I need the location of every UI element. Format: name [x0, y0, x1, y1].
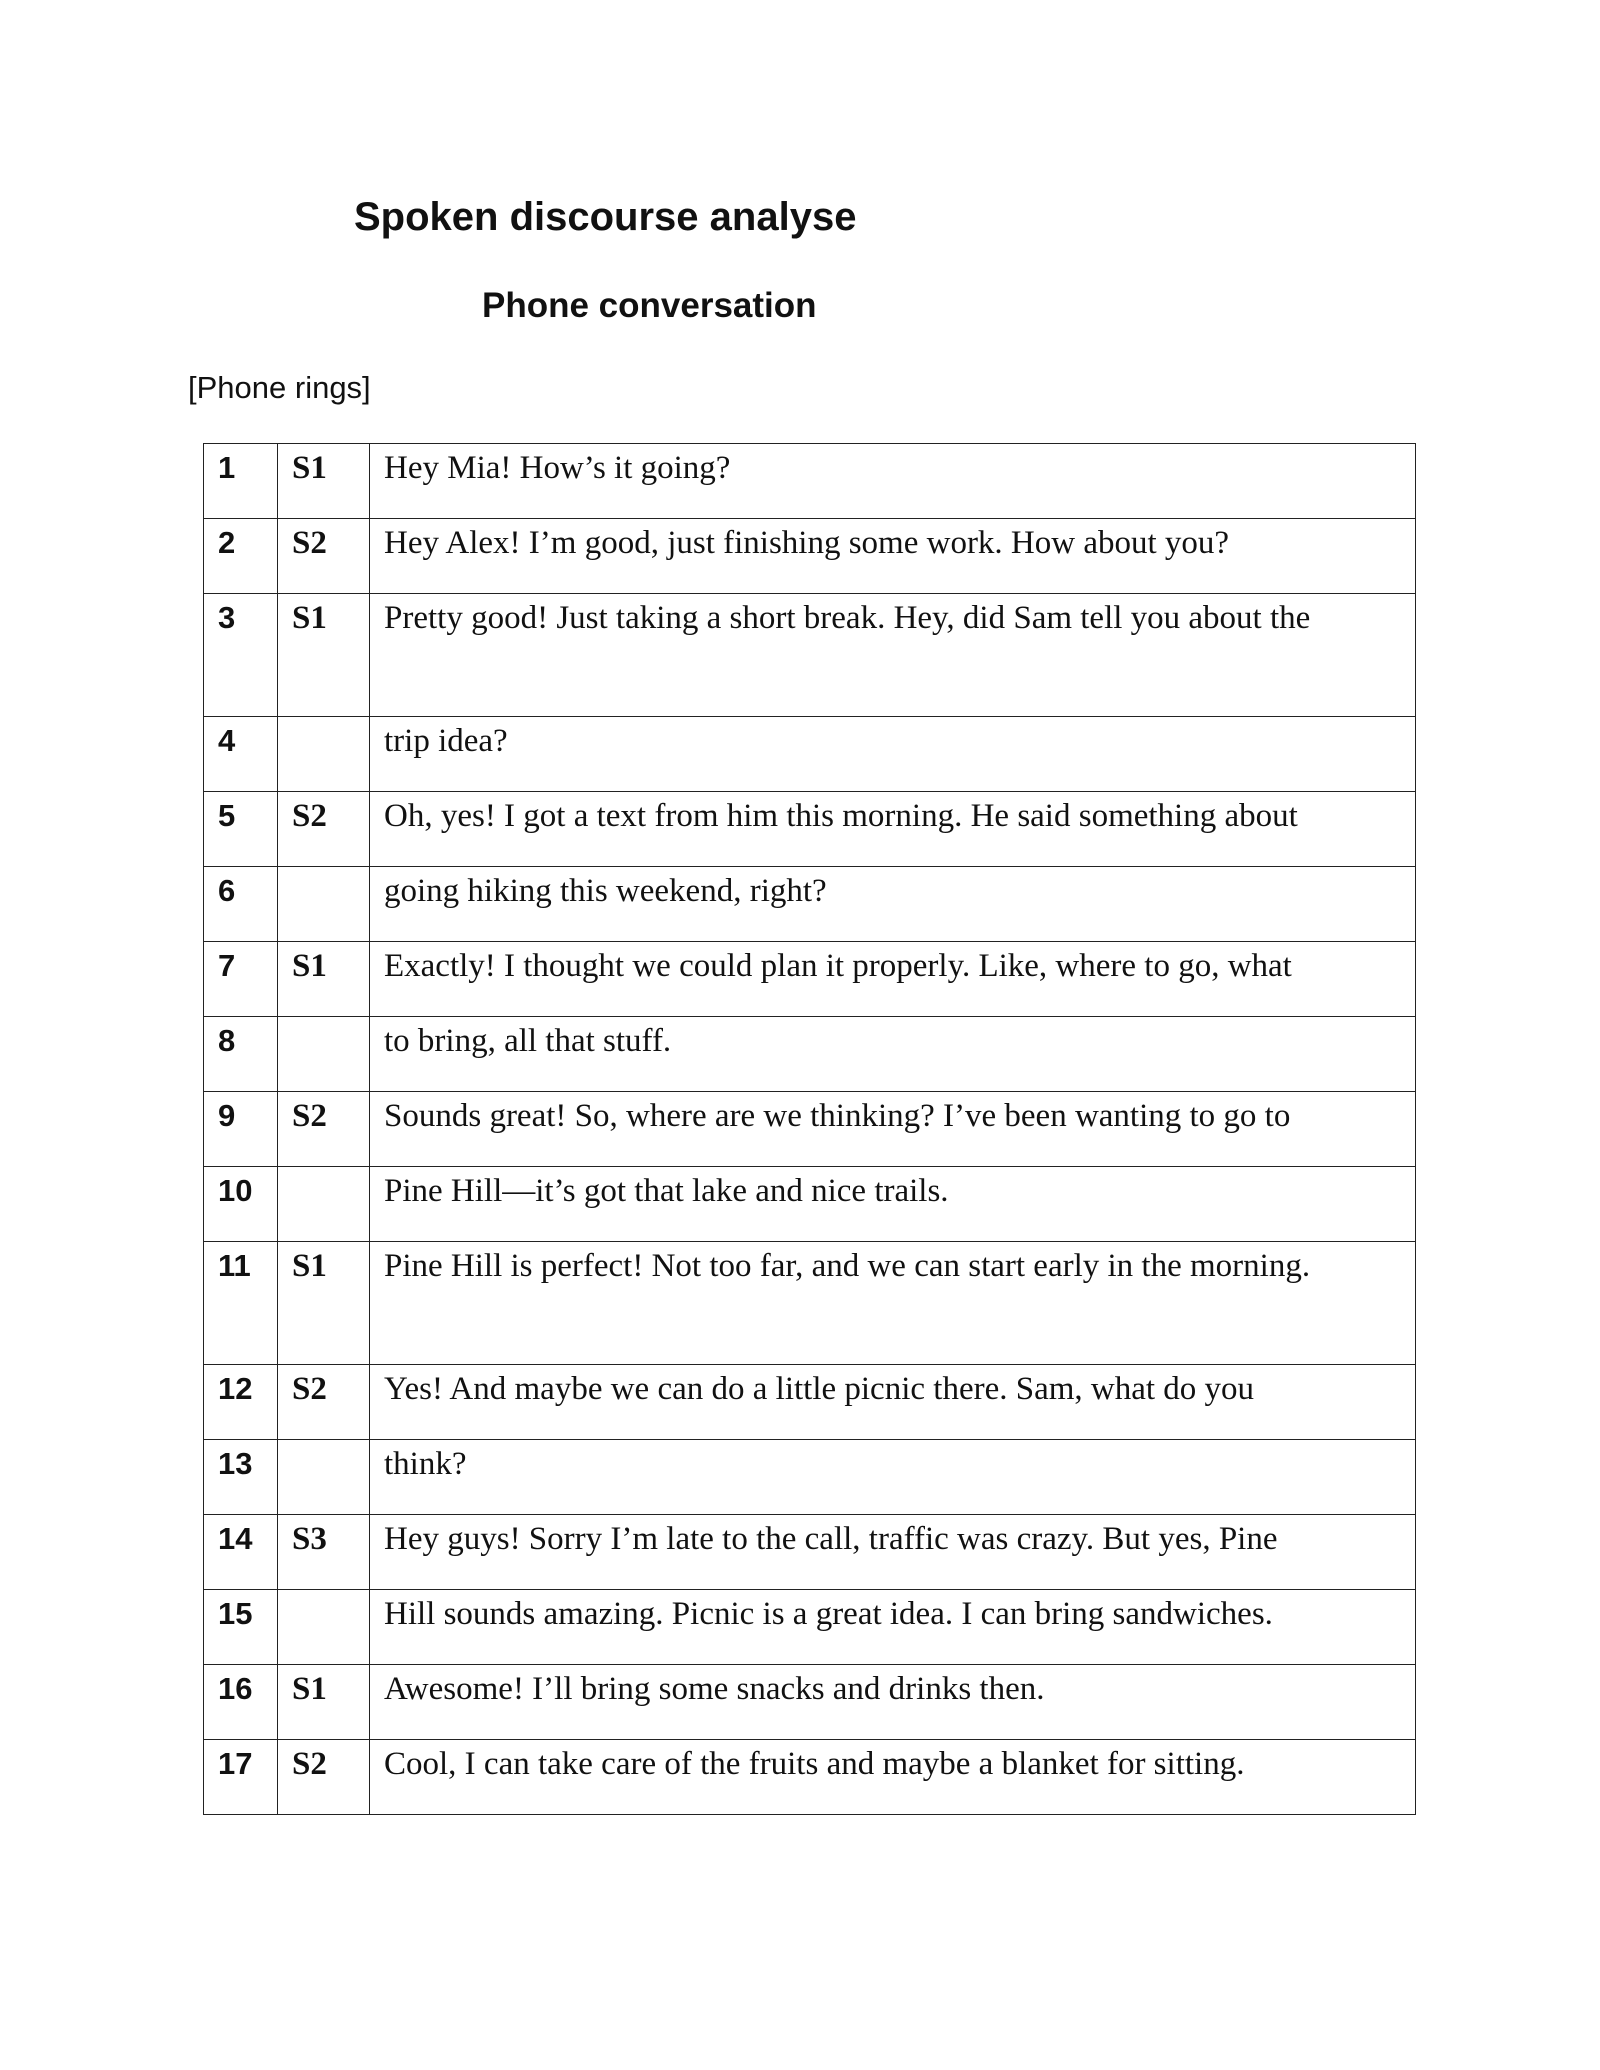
utterance-text: Pretty good! Just taking a short break. Hey, did Sam tell you about the [370, 594, 1416, 717]
transcript-row [204, 1740, 1416, 1815]
transcript-row [204, 1590, 1416, 1665]
utterance-text: trip idea? [370, 717, 1416, 792]
speaker-label [278, 867, 370, 942]
utterance-text: going hiking this weekend, right? [370, 867, 1416, 942]
speaker-label: S2 [278, 519, 370, 594]
utterance-text: Hill sounds amazing. Picnic is a great idea. I can bring sandwiches. [370, 1590, 1416, 1665]
speaker-label: S1 [278, 1242, 370, 1365]
line-number: 6 [204, 867, 278, 942]
transcript-row [204, 942, 1416, 1017]
transcript-row [204, 519, 1416, 594]
line-number: 9 [204, 1092, 278, 1167]
speaker-label: S2 [278, 792, 370, 867]
line-number: 15 [204, 1590, 278, 1665]
speaker-label [278, 1590, 370, 1665]
line-number: 1 [204, 444, 278, 519]
line-number: 10 [204, 1167, 278, 1242]
line-number: 14 [204, 1515, 278, 1590]
utterance-text: Hey Alex! I’m good, just finishing some work. How about you? [370, 519, 1416, 594]
speaker-label [278, 1440, 370, 1515]
line-number: 7 [204, 942, 278, 1017]
utterance-text: to bring, all that stuff. [370, 1017, 1416, 1092]
speaker-label: S2 [278, 1092, 370, 1167]
speaker-label: S3 [278, 1515, 370, 1590]
speaker-label: S1 [278, 1665, 370, 1740]
utterance-text: Cool, I can take care of the fruits and maybe a blanket for sitting. [370, 1740, 1416, 1815]
speaker-label [278, 1017, 370, 1092]
speaker-label [278, 1167, 370, 1242]
line-number: 8 [204, 1017, 278, 1092]
line-number: 5 [204, 792, 278, 867]
speaker-label: S1 [278, 594, 370, 717]
utterance-text: Pine Hill is perfect! Not too far, and we can start early in the morning. [370, 1242, 1416, 1365]
transcript-row [204, 444, 1416, 519]
transcript-row [204, 717, 1416, 792]
speaker-label: S1 [278, 942, 370, 1017]
utterance-text: Awesome! I’ll bring some snacks and drinks then. [370, 1665, 1416, 1740]
line-number: 3 [204, 594, 278, 717]
transcript-row [204, 1440, 1416, 1515]
utterance-text: Sounds great! So, where are we thinking? I’ve been wanting to go to [370, 1092, 1416, 1167]
transcript-row [204, 1365, 1416, 1440]
line-number: 16 [204, 1665, 278, 1740]
transcript-row [204, 1665, 1416, 1740]
line-number: 11 [204, 1242, 278, 1365]
transcript-row [204, 1092, 1416, 1167]
transcript-row [204, 1242, 1416, 1365]
transcript-row [204, 1017, 1416, 1092]
transcript-row [204, 594, 1416, 717]
line-number: 4 [204, 717, 278, 792]
utterance-text: Oh, yes! I got a text from him this morning. He said something about [370, 792, 1416, 867]
transcript-table [203, 443, 1416, 1815]
utterance-text: think? [370, 1440, 1416, 1515]
speaker-label [278, 717, 370, 792]
utterance-text: Hey guys! Sorry I’m late to the call, traffic was crazy. But yes, Pine [370, 1515, 1416, 1590]
transcript-row [204, 792, 1416, 867]
document-title: Spoken discourse analyse [354, 195, 857, 239]
line-number: 13 [204, 1440, 278, 1515]
line-number: 17 [204, 1740, 278, 1815]
utterance-text: Hey Mia! How’s it going? [370, 444, 1416, 519]
stage-direction: [Phone rings] [188, 370, 371, 405]
transcript-row [204, 1515, 1416, 1590]
utterance-text: Exactly! I thought we could plan it properly. Like, where to go, what [370, 942, 1416, 1017]
speaker-label: S2 [278, 1365, 370, 1440]
utterance-text: Pine Hill—it’s got that lake and nice trails. [370, 1167, 1416, 1242]
speaker-label: S2 [278, 1740, 370, 1815]
speaker-label: S1 [278, 444, 370, 519]
line-number: 2 [204, 519, 278, 594]
utterance-text: Yes! And maybe we can do a little picnic there. Sam, what do you [370, 1365, 1416, 1440]
line-number: 12 [204, 1365, 278, 1440]
transcript-row [204, 867, 1416, 942]
document-subtitle: Phone conversation [482, 286, 817, 325]
transcript-row [204, 1167, 1416, 1242]
